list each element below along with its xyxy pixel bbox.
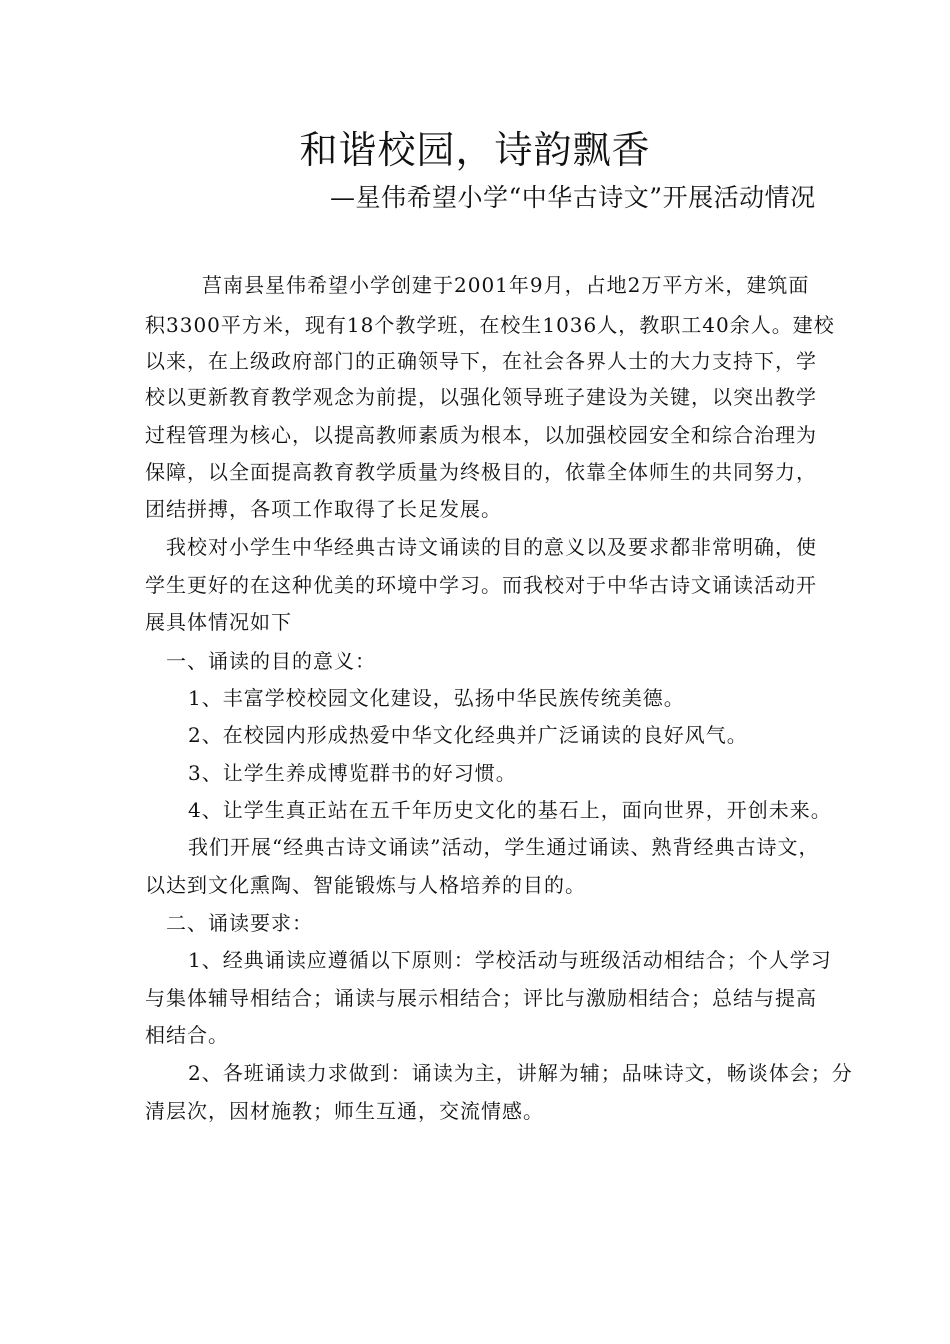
document-subtitle: —星伟希望小学“中华古诗文”开展活动情况	[330, 183, 816, 212]
body-line: 展具体情况如下	[145, 610, 292, 634]
body-line: 积3300平方米，现有18个教学班，在校生1036人，教职工40余人。建校	[145, 313, 835, 337]
body-line: 保障，以全面提高教育教学质量为终极目的，依靠全体师生的共同努力，	[145, 460, 817, 484]
body-line: 我校对小学生中华经典古诗文诵读的目的意义以及要求都非常明确，使	[166, 535, 817, 559]
body-line: 莒南县星伟希望小学创建于2001年9月，占地2万平方米，建筑面	[202, 273, 810, 297]
body-line: 校以更新教育教学观念为前提，以强化领导班子建设为关键，以突出教学	[145, 385, 817, 409]
body-line: 以来，在上级政府部门的正确领导下，在社会各界人士的大力支持下，学	[145, 349, 817, 373]
list-item: 2、在校园内形成热爱中华文化经典并广泛诵读的良好风气。	[188, 723, 748, 747]
body-line: 我们开展“经典古诗文诵读”活动，学生通过诵读、熟背经典古诗文，	[188, 835, 820, 859]
section-heading: 一、诵读的目的意义：	[166, 649, 376, 673]
list-item: 1、经典诵读应遵循以下原则：学校活动与班级活动相结合；个人学习	[188, 948, 832, 972]
body-line: 相结合。	[145, 1023, 229, 1047]
list-item: 4、让学生真正站在五千年历史文化的基石上，面向世界，开创未来。	[188, 798, 832, 822]
list-item: 3、让学生养成博览群书的好习惯。	[188, 761, 517, 785]
list-item: 2、各班诵读力求做到：诵读为主，讲解为辅；品味诗文，畅谈体会；分	[188, 1061, 853, 1085]
body-line: 团结拼搏，各项工作取得了长足发展。	[145, 497, 502, 521]
document-title: 和谐校园，诗韵飘香	[299, 128, 651, 172]
body-line: 与集体辅导相结合；诵读与展示相结合；评比与激励相结合；总结与提高	[145, 986, 817, 1010]
body-line: 过程管理为核心，以提高教师素质为根本，以加强校园安全和综合治理为	[145, 423, 817, 447]
list-item: 1、丰富学校校园文化建设，弘扬中华民族传统美德。	[188, 686, 685, 710]
body-line: 以达到文化熏陶、智能锻炼与人格培养的目的。	[145, 873, 586, 897]
body-line: 学生更好的在这种优美的环境中学习。而我校对于中华古诗文诵读活动开	[145, 573, 817, 597]
section-heading: 二、诵读要求：	[166, 911, 313, 935]
body-line: 清层次，因材施教；师生互通，交流情感。	[145, 1099, 544, 1123]
